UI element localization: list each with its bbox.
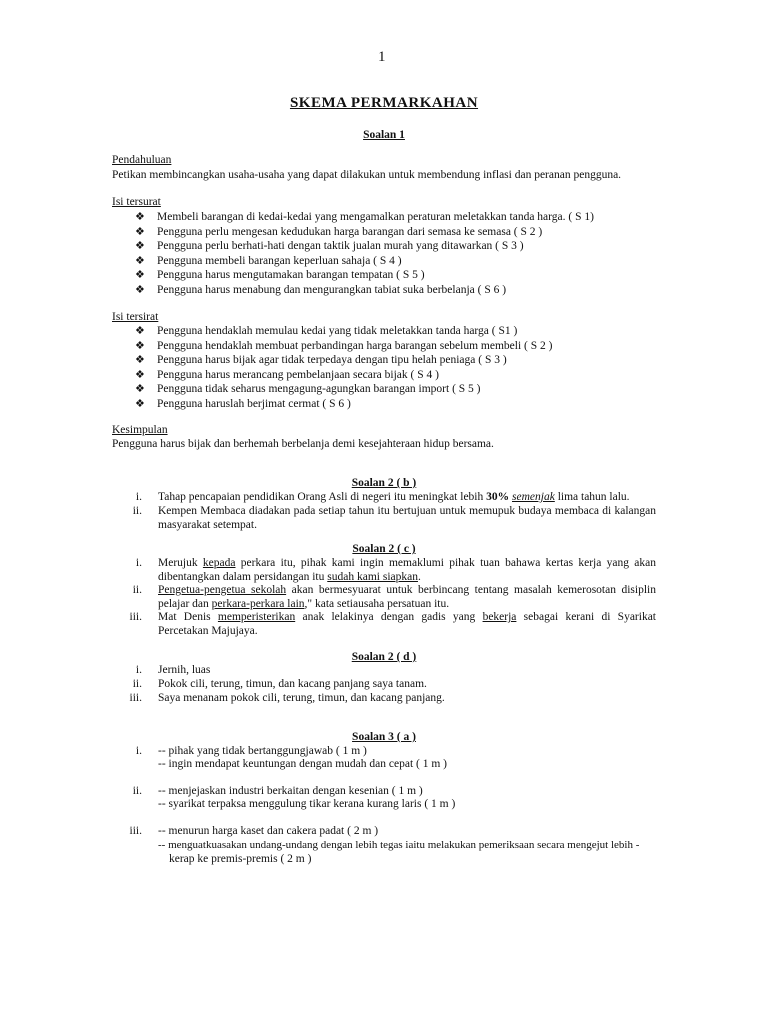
item-number: ii. (132, 505, 142, 517)
tersirat-item: ❖ Pengguna harus bijak agar tidak terpedaya dengan tipu helah peniaga ( S 3 ) (135, 354, 507, 366)
item-number: ii. (132, 785, 142, 797)
soalan-2d-item: Jernih, luas (158, 664, 211, 676)
tersirat-item: ❖ Pengguna hendaklah memulau kedai yang tidak meletakkan tanda harga ( S1 ) (135, 325, 518, 337)
tersirat-item: ❖ Pengguna haruslah berjimat cermat ( S 6 ) (135, 398, 351, 410)
item-number: i. (135, 664, 142, 676)
bullet-icon: ❖ (135, 398, 145, 410)
soalan-2c-item: Pengetua-pengetua sekolah akan bermesyuarat untuk berbincang tentang masalah kemerosotan disiplin pelajar dan perkara-perkara lain," kata setiausaha persatuan itu. (158, 584, 656, 610)
soalan-2c-heading: Soalan 2 ( c ) (352, 543, 416, 555)
soalan-3a-point: -- menurun harga kaset dan cakera padat ( 2 m ) (158, 825, 379, 837)
pendahuluan-label: Pendahuluan (112, 154, 172, 166)
soalan-3a-point: -- menguatkuasakan undang-undang dengan lebih tegas iaitu melakukan pemeriksaan secara mengejut lebih - (158, 839, 640, 851)
bullet-icon: ❖ (135, 240, 145, 252)
tersurat-item: ❖ Pengguna membeli barangan keperluan sahaja ( S 4 ) (135, 255, 402, 267)
isi-tersurat-label: Isi tersurat (112, 196, 161, 208)
soalan-3a-point-continued: kerap ke premis-premis ( 2 m ) (169, 853, 312, 865)
isi-tersirat-label: Isi tersirat (112, 311, 159, 323)
item-number: i. (135, 557, 142, 569)
item-number: ii. (132, 584, 142, 596)
bullet-icon: ❖ (135, 269, 145, 281)
page-title: SKEMA PERMARKAHAN (289, 95, 479, 111)
soalan-3a-point: -- ingin mendapat keuntungan dengan mudah dan cepat ( 1 m ) (158, 758, 448, 770)
tersurat-item: ❖ Pengguna harus mengutamakan barangan tempatan ( S 5 ) (135, 269, 425, 281)
item-number: iii. (129, 692, 142, 704)
soalan-2b-item: Tahap pencapaian pendidikan Orang Asli di negeri itu meningkat lebih 30% semenjak lima tahun lalu. (158, 491, 630, 503)
tersurat-item: ❖ Pengguna harus menabung dan mengurangkan tabiat suka berbelanja ( S 6 ) (135, 284, 507, 296)
tersirat-item: ❖ Pengguna tidak seharus mengagung-agungkan barangan import ( S 5 ) (135, 383, 481, 395)
kesimpulan-text: Pengguna harus bijak dan berhemah berbelanja demi kesejahteraan hidup bersama. (112, 438, 494, 450)
soalan-2d-heading: Soalan 2 ( d ) (351, 651, 417, 663)
tersurat-item: ❖ Pengguna perlu mengesan kedudukan harga barangan dari semasa ke semasa ( S 2 ) (135, 226, 543, 238)
soalan-3a-heading: Soalan 3 ( a ) (352, 731, 416, 743)
item-number: ii. (132, 678, 142, 690)
soalan-3a-point: -- pihak yang tidak bertanggungjawab ( 1 m ) (158, 745, 367, 757)
tersurat-item: ❖ Membeli barangan di kedai-kedai yang mengamalkan peraturan meletakkan tanda harga. ( S 1) (135, 211, 594, 223)
item-number: iii. (129, 611, 142, 623)
bullet-icon: ❖ (135, 369, 145, 381)
soalan-2b-item: Kempen Membaca diadakan pada setiap tahun itu bertujuan untuk memupuk budaya membaca di kalangan masyarakat setempat. (158, 505, 656, 531)
soalan-1-heading: Soalan 1 (363, 129, 405, 141)
soalan-2b-heading: Soalan 2 ( b ) (351, 477, 417, 489)
bullet-icon: ❖ (135, 255, 145, 267)
kesimpulan-label: Kesimpulan (112, 424, 168, 436)
bullet-icon: ❖ (135, 284, 145, 296)
tersurat-item: ❖ Pengguna perlu berhati-hati dengan taktik jualan murah yang ditawarkan ( S 3 ) (135, 240, 524, 252)
pendahuluan-text: Petikan membincangkan usaha-usaha yang dapat dilakukan untuk membendung inflasi dan peranan pengguna. (112, 169, 622, 181)
item-number: i. (135, 745, 142, 757)
tersirat-item: ❖ Pengguna hendaklah membuat perbandingan harga barangan sebelum membeli ( S 2 ) (135, 340, 553, 352)
bullet-icon: ❖ (135, 354, 145, 366)
bullet-icon: ❖ (135, 211, 145, 223)
soalan-2d-item: Pokok cili, terung, timun, dan kacang panjang saya tanam. (158, 678, 427, 690)
soalan-2d-item: Saya menanam pokok cili, terung, timun, dan kacang panjang. (158, 692, 445, 704)
item-number: iii. (129, 825, 142, 837)
soalan-3a-point: -- syarikat terpaksa menggulung tikar kerana kurang laris ( 1 m ) (158, 798, 456, 810)
tersirat-item: ❖ Pengguna harus merancang pembelanjaan secara bijak ( S 4 ) (135, 369, 439, 381)
bullet-icon: ❖ (135, 340, 145, 352)
soalan-3a-point: -- menjejaskan industri berkaitan dengan kesenian ( 1 m ) (158, 785, 423, 797)
item-number: i. (135, 491, 142, 503)
bullet-icon: ❖ (135, 325, 145, 337)
page-number: 1 (378, 49, 386, 65)
soalan-2c-item: Mat Denis memperisterikan anak lelakinya dengan gadis yang bekerja sebagai kerani di Syarikat Percetakan Majujaya. (158, 611, 656, 637)
bullet-icon: ❖ (135, 383, 145, 395)
soalan-2c-item: Merujuk kepada perkara itu, pihak kami ingin memaklumi pihak tuan bahawa kertas kerja yang akan dibentangkan dalam persidangan itu sudah kami siapkan. (158, 557, 657, 583)
bullet-icon: ❖ (135, 226, 145, 238)
